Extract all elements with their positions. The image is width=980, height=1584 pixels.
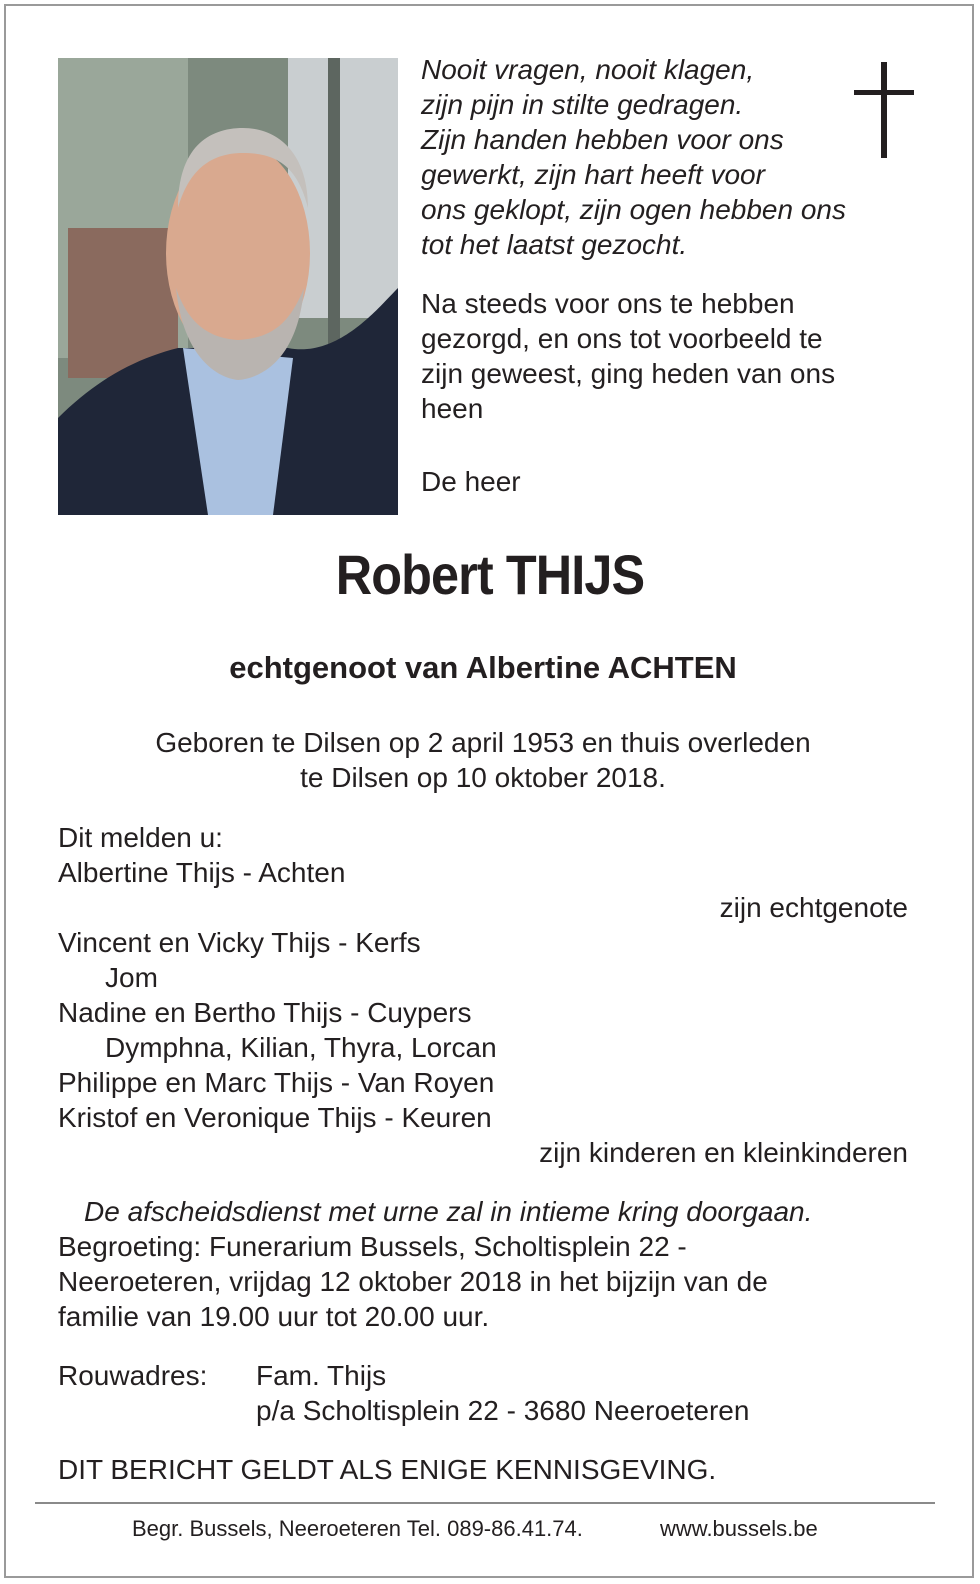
child-family: Vincent en Vicky Thijs - Kerfs bbox=[58, 927, 421, 958]
mourning-address-line: Fam. Thijs bbox=[256, 1360, 387, 1391]
poem-line: ons geklopt, zijn ogen hebben ons bbox=[421, 194, 846, 225]
intro-line: heen bbox=[421, 393, 484, 424]
announcers-heading: Dit melden u: bbox=[58, 822, 223, 853]
visitation-line: Neeroeteren, vrijdag 12 oktober 2018 in het bijzijn van de bbox=[58, 1266, 768, 1297]
service-note: De afscheidsdienst met urne zal in intieme kring doorgaan. bbox=[84, 1196, 813, 1227]
visitation-line: familie van 19.00 uur tot 20.00 uur. bbox=[58, 1301, 490, 1332]
visitation-line: Begroeting: Funerarium Bussels, Scholtisplein 22 - bbox=[58, 1231, 687, 1262]
mourning-address-label: Rouwadres: bbox=[58, 1360, 208, 1391]
poem-line: zijn pijn in stilte gedragen. bbox=[421, 89, 744, 120]
child-family: Philippe en Marc Thijs - Van Royen bbox=[58, 1067, 495, 1098]
spouse-line: echtgenoot van Albertine ACHTEN bbox=[229, 650, 737, 685]
deceased-name: Robert THIJS bbox=[335, 543, 645, 606]
grandchildren: Dymphna, Kilian, Thyra, Lorcan bbox=[105, 1032, 497, 1063]
portrait-photo bbox=[58, 58, 398, 515]
intro-line: gezorgd, en ons tot voorbeeld te bbox=[421, 323, 823, 354]
divider bbox=[35, 1502, 935, 1504]
birth-death-line: Geboren te Dilsen op 2 april 1953 en thuis overleden bbox=[155, 727, 811, 758]
poem-line: Zijn handen hebben voor ons bbox=[421, 124, 784, 155]
intro-line: Na steeds voor ons te hebben bbox=[421, 288, 795, 319]
notice: DIT BERICHT GELDT ALS ENIGE KENNISGEVING. bbox=[58, 1454, 717, 1485]
poem-line: gewerkt, zijn hart heeft voor bbox=[421, 159, 765, 190]
poem-line: Nooit vragen, nooit klagen, bbox=[421, 54, 755, 85]
mourning-address-line: p/a Scholtisplein 22 - 3680 Neeroeteren bbox=[256, 1395, 750, 1426]
spouse-role: zijn echtgenote bbox=[719, 892, 908, 923]
spouse-announcer: Albertine Thijs - Achten bbox=[58, 857, 346, 888]
footer-website[interactable]: www.bussels.be bbox=[660, 1516, 818, 1541]
footer-contact: Begr. Bussels, Neeroeteren Tel. 089-86.41.74. bbox=[132, 1516, 583, 1541]
grandchildren: Jom bbox=[105, 962, 158, 993]
children-role: zijn kinderen en kleinkinderen bbox=[539, 1137, 908, 1168]
title-prefix: De heer bbox=[421, 466, 521, 497]
intro-line: zijn geweest, ging heden van ons bbox=[421, 358, 836, 389]
child-family: Kristof en Veronique Thijs - Keuren bbox=[58, 1102, 492, 1133]
child-family: Nadine en Bertho Thijs - Cuypers bbox=[58, 997, 472, 1028]
cross-icon bbox=[854, 62, 916, 162]
poem-line: tot het laatst gezocht. bbox=[421, 229, 688, 260]
birth-death-line: te Dilsen op 10 oktober 2018. bbox=[300, 762, 666, 793]
